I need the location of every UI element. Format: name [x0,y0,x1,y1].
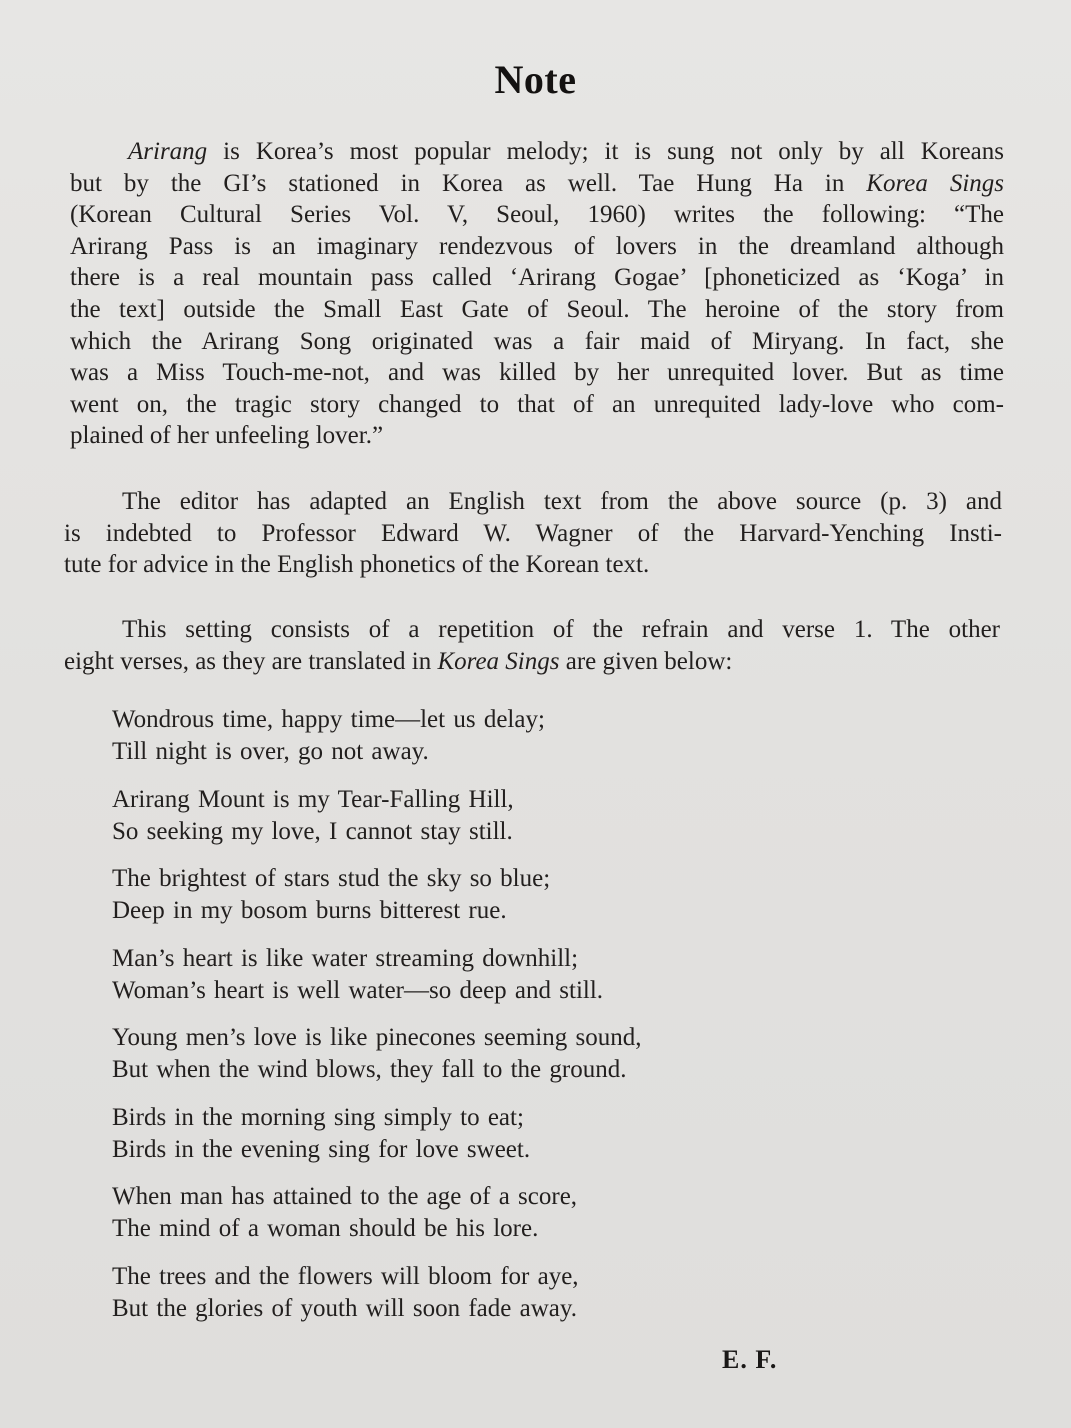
verse-line: The trees and the flowers will bloom for aye, [112,1262,579,1290]
verse-line: Till night is over, go not away. [112,738,429,765]
verse-line: The mind of a woman should be his lore. [112,1215,539,1242]
paragraph-line: This setting consists of a repetition of the refrain and verse 1. The other [122,616,1000,643]
verse-line: Man’s heart is like water streaming downhill; [112,944,579,972]
verse-line: When man has attained to the age of a score, [112,1183,578,1210]
verse-line: So seeking my love, I cannot stay still. [112,817,513,845]
verse-line: Wondrous time, happy time—let us delay; [112,706,545,733]
verse [112,784,641,848]
paragraph-line: which the Arirang Song originated was a fair maid of Miryang. In fact, she [70,327,1004,355]
paragraph-line [70,136,1004,168]
verse-line: The brightest of stars stud the sky so blue; [112,865,551,892]
verse [112,704,641,768]
paragraph-line: Arirang Pass is an imaginary rendezvous of lovers in the dreamland although [70,232,1004,260]
paragraph-line: went on, the tragic story changed to that of an unrequited lady-love who com- [70,390,1004,418]
signature-initials: E. F. [722,1345,778,1374]
paragraph-setting [64,614,1000,677]
italic-title: Korea Sings [437,647,560,675]
verse [112,943,641,1007]
verse [112,863,641,927]
paragraph-intro [70,136,1004,452]
verse-line: But the glories of youth will soon fade away. [112,1294,577,1322]
verse [112,1181,641,1245]
text-span: is Korea’s most popular melody; it is sung not only by all Koreans [207,138,1004,165]
verse-line: Woman’s heart is well water—so deep and still. [112,976,604,1004]
paragraph-line: the text] outside the Small East Gate of Seoul. The heroine of the story from [70,295,1004,323]
text-span: are given below: [559,647,733,675]
verse-line: Birds in the evening sing for love sweet. [112,1135,531,1163]
verse [112,1261,641,1325]
text-span: eight verses, as they are translated in [64,647,438,675]
paragraph-line: was a Miss Touch-me-not, and was killed by her unrequited lover. But as time [70,359,1004,387]
paragraph-line: The editor has adapted an English text from the above source (p. 3) and [122,488,1002,515]
verse-line: Deep in my bosom burns bitterest rue. [112,897,507,924]
verse [112,1102,641,1166]
verse-list [112,704,641,1340]
italic-title: Korea Sings [866,169,1005,197]
paragraph-editor-note [64,486,1002,581]
paragraph-line: plained of her unfeeling lover.” [70,422,384,450]
italic-title: Arirang [128,138,208,165]
paragraph-line: there is a real mountain pass called ‘Arirang Gogae’ [phoneticized as ‘Koga’ in [70,264,1004,292]
paragraph-line [70,168,1004,200]
paragraph-line: tute for advice in the English phonetics of the Korean text. [64,551,650,579]
paragraph-line: is indebted to Professor Edward W. Wagner of the Harvard-Yenching Insti- [64,519,1002,547]
paragraph-line: (Korean Cultural Series Vol. V, Seoul, 1960) writes the following: “The [70,201,1004,229]
verse-line: Birds in the morning sing simply to eat; [112,1103,524,1131]
verse-line: Young men’s love is like pinecones seeming sound, [112,1024,642,1051]
verse-line: Arirang Mount is my Tear-Falling Hill, [112,785,514,813]
page-title: Note [494,57,577,102]
verse [112,1022,641,1086]
paragraph-line [64,646,1000,678]
text-span: but by the GI’s stationed in Korea as well. Tae Hung Ha in [70,169,867,197]
verse-line: But when the wind blows, they fall to the ground. [112,1056,627,1083]
